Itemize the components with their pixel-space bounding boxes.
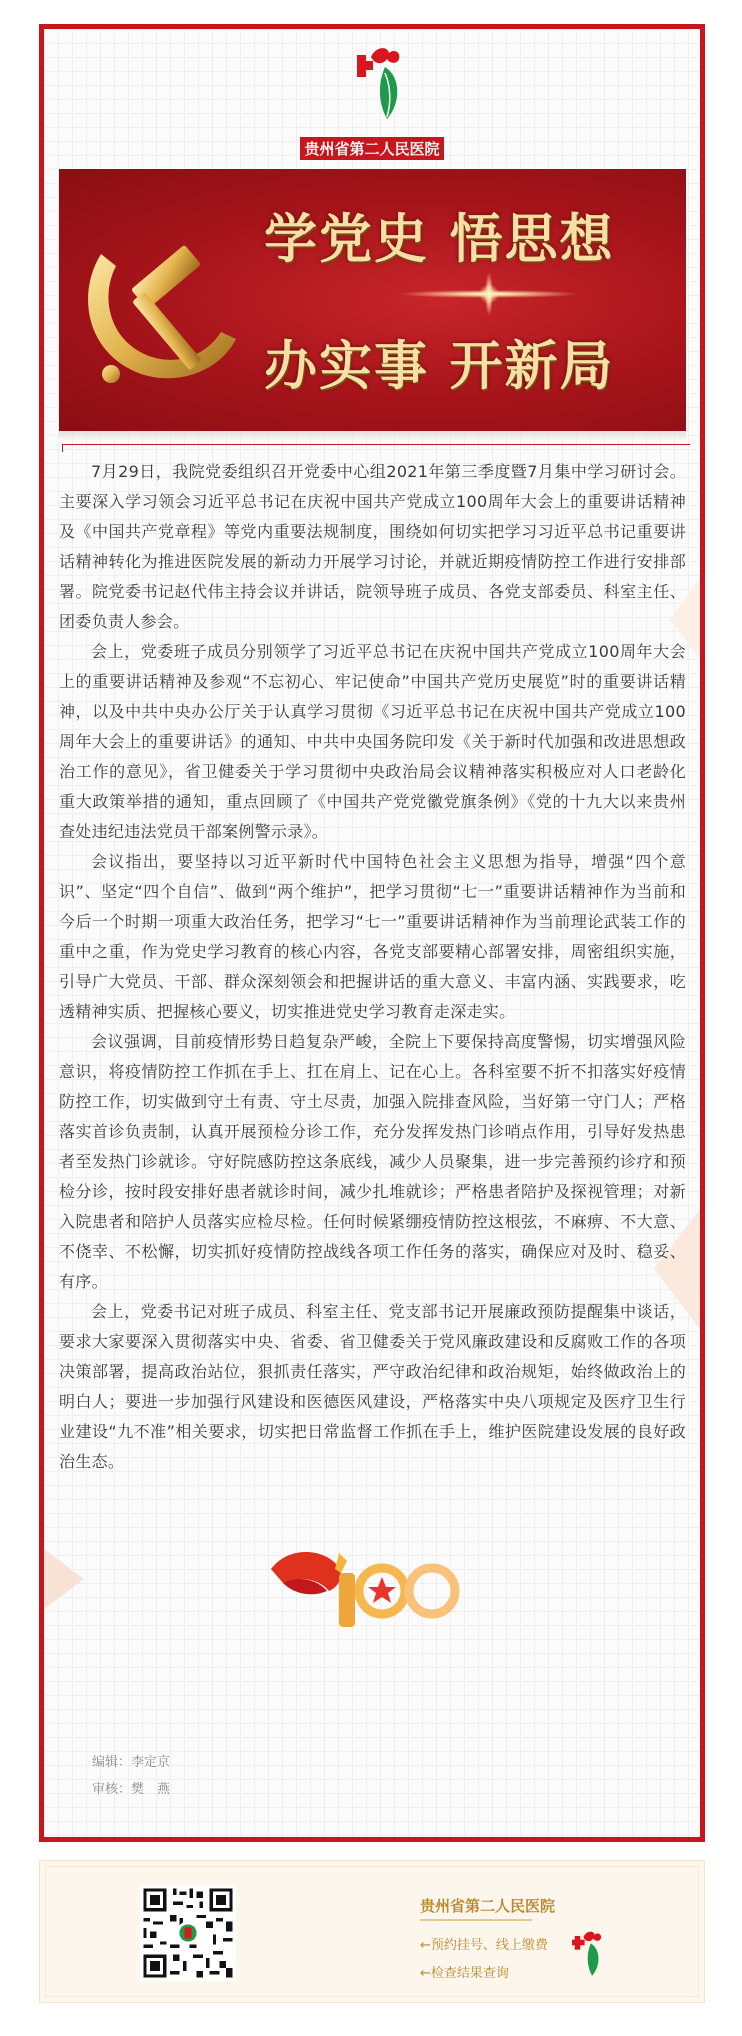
credits — [92, 1749, 170, 1803]
banner-shadow — [59, 431, 686, 441]
decorative-triangle — [44, 1549, 84, 1609]
exam-results-link[interactable]: ←检查结果查询 — [420, 1966, 509, 1981]
paragraph: 会上，党委书记对班子成员、科室主任、党支部书记开展廉政预防提醒集中谈话，要求大家要深入贯彻落实中央、省委、省卫健委关于党风廉政建设和反腐败工作的各项决策部署，提高政治站位，狠抓责任落实，严守政治纪律和政治规矩，始终做政治上的明白人；要进一步加强行风建设和医德医风建设，严格落实中央八项规定及医疗卫生行业建设“九不准”相关要求，切实把日常监督工作抓在手上，维护医院建设发展的良好政治生态。 — [59, 1302, 686, 1471]
editor-credit: 编辑：李定京 — [92, 1755, 171, 1770]
hospital-cross-leaf-icon — [572, 1931, 606, 1977]
sparkle-icon — [399, 264, 579, 324]
divider-tick — [62, 444, 63, 452]
banner-line-1: 学党史 悟思想 — [264, 208, 615, 270]
article-body — [59, 457, 686, 1477]
paragraph: 会上，党委班子成员分别领学了习近平总书记在庆祝中国共产党成立100周年大会上的重要讲话精神及参观“不忘初心、牢记使命”中国共产党历史展览”时的重要讲话精神，以及中共中央办公厅关于认真学习贯彻《习近平总书记在庆祝中国共产党成立100周年大会上的重要讲话》的通知、中共中央国务院印发《关于新时代加强和改进思想政治工作的意见》，省卫健委关于学习贯彻中央政治局会议精神落实积极应对人口老龄化重大政策举措的通知，重点回顾了《中国共产党党徽党旗条例》《党的十九大以来贵州查处违纪违法党员干部案例警示录》。 — [59, 642, 686, 841]
hospital-name: 贵州省第二人民医院 — [300, 137, 443, 160]
reviewer-credit: 审核：樊 燕 — [92, 1782, 171, 1797]
footer-title-underline — [420, 1919, 532, 1921]
qr-code-icon[interactable] — [140, 1885, 236, 1981]
banner-line-2: 办实事 开新局 — [264, 335, 615, 397]
hospital-title — [44, 137, 700, 160]
paragraph: 7月29日，我院党委组织召开党委中心组2021年第三季度暨7月集中学习研讨会。主要深入学习领会习近平总书记在庆祝中国共产党成立100周年大会上的重要讲话精神及《中国共产党章程》等党内重要法规制度，围绕如何切实把学习习近平总书记重要讲话精神转化为推进医院发展的新动力开展学习讨论，并就近期疫情防控工作进行安排部署。院党委书记赵代伟主持会议并讲话，院领导班子成员、各党支部委员、科室主任、团委负责人参会。 — [59, 462, 686, 631]
paragraph: 会议指出，要坚持以习近平新时代中国特色社会主义思想为指导，增强“四个意识”、坚定“四个自信”、做到“两个维护”，把学习贯彻“七一”重要讲话精神作为当前和今后一个时期一项重大政治任务，把学习“七一”重要讲话精神作为当前理论武装工作的重中之重，作为党史学习教育的核心内容，各党支部要精心部署安排，周密组织实施，引导广大党员、干部、群众深刻领会和把握讲话的重大意义、丰富内涵、实践要求，吃透精神实质、把握核心要义，切实推进党史学习教育走深走实。 — [59, 852, 686, 1021]
footer-hospital-name: 贵州省第二人民医院 — [420, 1897, 556, 1915]
hammer-sickle-icon — [71, 224, 246, 399]
paragraph: 会议强调，目前疫情形势日趋复杂严峻，全院上下要保持高度警惕，切实增强风险意识，将疫情防控工作抓在手上、扛在肩上、记在心上。各科室要不折不扣落实好疫情防控工作，切实做到守土有责、守土尽责，加强入院排查风险，当好第一守门人；严格落实首诊负责制，认真开展预检分诊工作，充分发挥发热门诊哨点作用，引导好发热患者至发热门诊就诊。守好院感防控这条底线，减少人员聚集，进一步完善预约诊疗和预检分诊，按时段安排好患者就诊时间，减少扎堆就诊；严格患者陪护及探视管理；对新入院患者和陪护人员落实应检尽检。任何时候紧绷疫情防控这根弦，不麻痹、不大意、不侥幸、不松懈，切实抓好疫情防控战线各项工作任务的落实，确保应对及时、稳妥、有序。 — [59, 1032, 686, 1291]
article-frame — [39, 24, 705, 1842]
appointment-payment-link[interactable]: ←预约挂号、线上缴费 — [420, 1938, 548, 1953]
divider — [62, 444, 690, 445]
theme-banner — [59, 169, 686, 431]
party-100-years-logo-icon — [269, 1539, 469, 1631]
footer-card — [39, 1860, 705, 2003]
hospital-cross-leaf-icon — [357, 47, 407, 121]
